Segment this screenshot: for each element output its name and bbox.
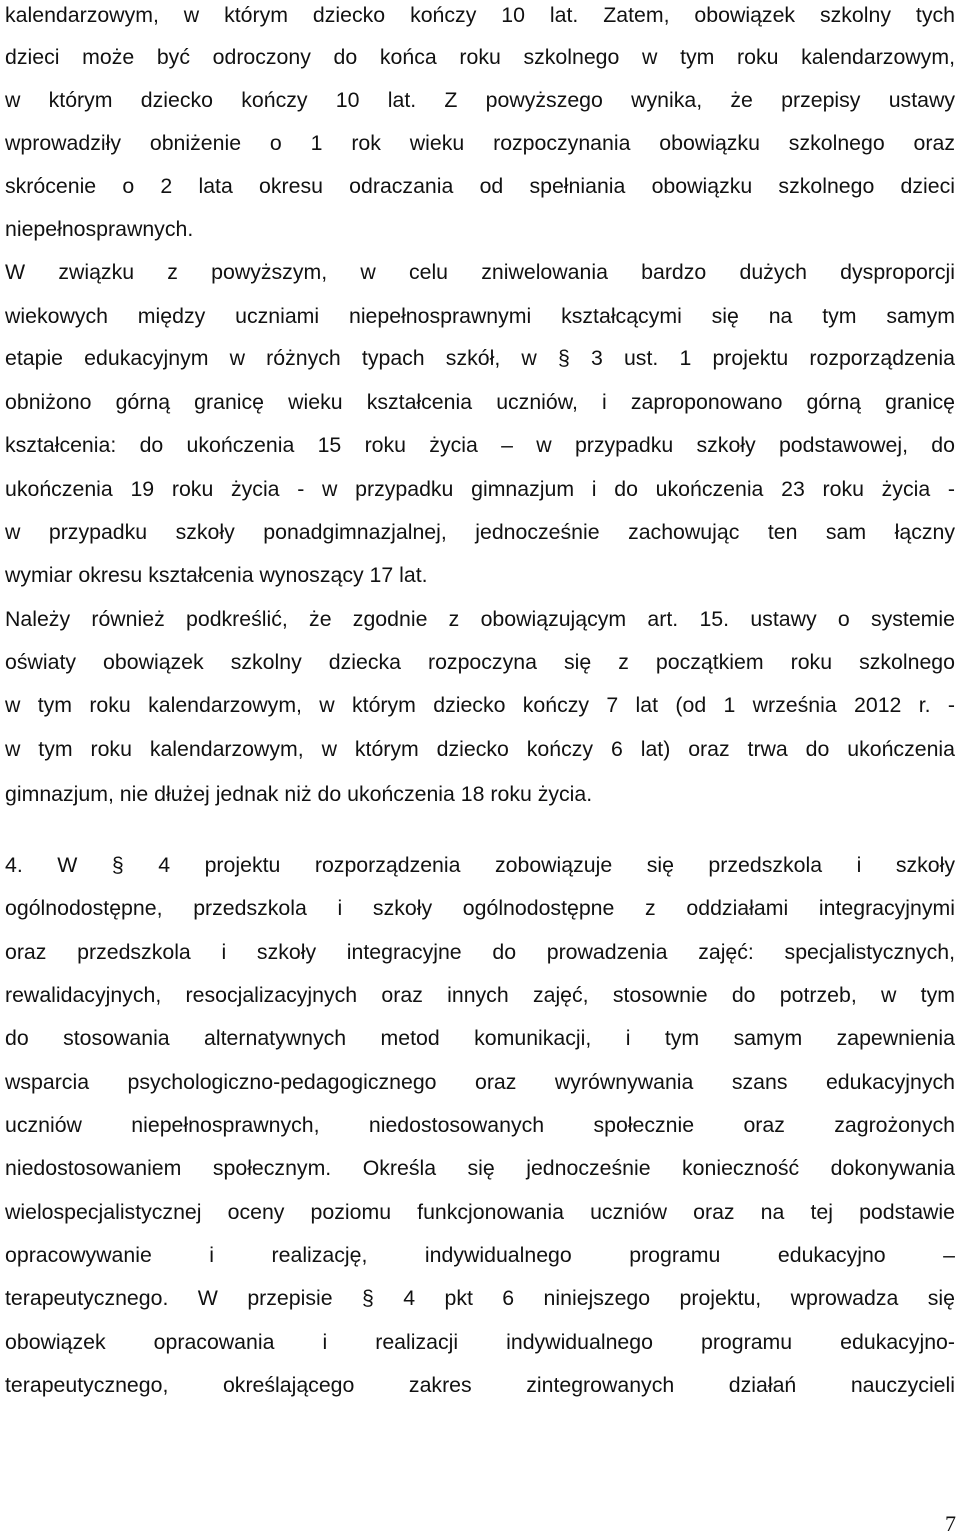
page-number: 7 [945,1511,956,1536]
text-line: wielospecjalistycznej oceny poziomu funkcjonowania uczniów oraz na tej podstawie [5,1200,955,1224]
text-line: gimnazjum, nie dłużej jednak niż do ukończenia 18 roku życia. [5,782,593,806]
text-line: etapie edukacyjnym w różnych typach szkół, w § 3 ust. 1 projektu rozporządzenia [5,346,955,370]
text-line: oświaty obowiązek szkolny dziecka rozpoczyna się z początkiem roku szkolnego [5,650,955,674]
text-line: obniżono górną granicę wieku kształcenia uczniów, i zaproponowano górną granicę [5,390,955,414]
text-line: wsparcia psychologiczno-pedagogicznego oraz wyrównywania szans edukacyjnych [5,1070,955,1094]
text-line: w tym roku kalendarzowym, w którym dziecko kończy 6 lat) oraz trwa do ukończenia [5,737,955,761]
text-line: terapeutycznego. W przepisie § 4 pkt 6 niniejszego projektu, wprowadza się [5,1286,955,1310]
text-line: niedostosowaniem społecznym. Określa się jednocześnie konieczność dokonywania [5,1156,955,1180]
text-line: kształcenia: do ukończenia 15 roku życia – w przypadku szkoły podstawowej, do [5,433,955,457]
text-line: uczniów niepełnosprawnych, niedostosowanych społecznie oraz zagrożonych [5,1113,955,1137]
text-line: obowiązek opracowania i realizacji indywidualnego programu edukacyjno- [5,1330,955,1354]
text-line: W związku z powyższym, w celu zniwelowania bardzo dużych dysproporcji [5,260,955,284]
text-line: rewalidacyjnych, resocjalizacyjnych oraz innych zajęć, stosownie do potrzeb, w tym [5,983,955,1007]
text-line: Należy również podkreślić, że zgodnie z obowiązującym art. 15. ustawy o systemie [5,607,955,631]
text-line: wiekowych między uczniami niepełnosprawnymi kształcącymi się na tym samym [5,304,955,328]
text-line: opracowywanie i realizację, indywidualnego programu edukacyjno – [5,1243,955,1267]
text-line: skrócenie o 2 lata okresu odraczania od spełniania obowiązku szkolnego dzieci [5,174,955,198]
text-line: wymiar okresu kształcenia wynoszący 17 lat. [5,563,428,587]
text-line: w tym roku kalendarzowym, w którym dziecko kończy 7 lat (od 1 września 2012 r. - [5,693,955,717]
text-line: kalendarzowym, w którym dziecko kończy 10 lat. Zatem, obowiązek szkolny tych [5,3,955,27]
text-line: niepełnosprawnych. [5,217,194,241]
text-line: 4. W § 4 projektu rozporządzenia zobowiązuje się przedszkola i szkoły [5,853,955,877]
text-line: w którym dziecko kończy 10 lat. Z powyższego wynika, że przepisy ustawy [5,88,955,112]
text-line: dzieci może być odroczony do końca roku szkolnego w tym roku kalendarzowym, [5,45,955,69]
text-line: wprowadziły obniżenie o 1 rok wieku rozpoczynania obowiązku szkolnego oraz [5,131,955,155]
text-line: w przypadku szkoły ponadgimnazjalnej, jednocześnie zachowując ten sam łączny [5,520,955,544]
text-line: ukończenia 19 roku życia - w przypadku gimnazjum i do ukończenia 23 roku życia - [5,477,955,501]
text-line: terapeutycznego, określającego zakres zintegrowanych działań nauczycieli [5,1373,955,1397]
text-line: do stosowania alternatywnych metod komunikacji, i tym samym zapewnienia [5,1026,955,1050]
text-line: oraz przedszkola i szkoły integracyjne do prowadzenia zajęć: specjalistycznych, [5,940,955,964]
text-line: ogólnodostępne, przedszkola i szkoły ogólnodostępne z oddziałami integracyjnymi [5,896,955,920]
